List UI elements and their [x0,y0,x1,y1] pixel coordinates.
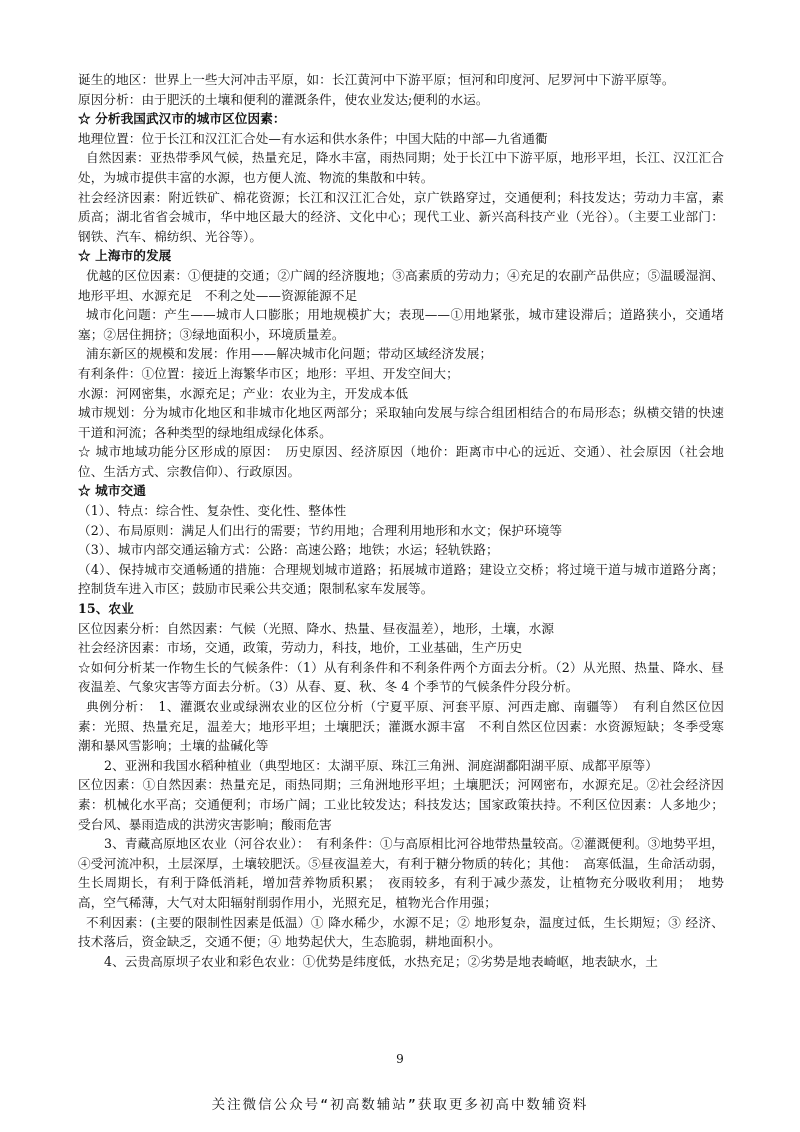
text-paragraph: （3）、城市内部交通运输方式：公路：高速公路；地铁；水运；轻轨铁路； [78,542,499,558]
footer-note: 关注微信公众号“初高数辅站”获取更多初高中数辅资料 [211,1097,589,1113]
text-paragraph: 优越的区位因素：①便捷的交通；②广阔的经济腹地；③高素质的劳动力；④充足的农副产品供应；⑤温暖湿润、地形平坦、水源充足 不利之处——资源能源不足 [78,267,724,303]
text-paragraph: 2、亚洲和我国水稻种植业（典型地区：太湖平原、珠江三角洲、洞庭湖鄱阳湖平原、成都平原等） [104,757,658,773]
text-paragraph: 4、云贵高原坝子农业和彩色农业：①优势是纬度低，水热充足；②劣势是地表崎岖，地表缺水，土 [104,953,658,969]
text-paragraph: 区位因素分析：自然因素：气候（光照、降水、热量、昼夜温差），地形，土壤，水源 [78,620,555,636]
text-paragraph: 城市化问题：产生——城市人口膨胀；用地规模扩大；表现——①用地紧张，城市建设滞后；道路狭小，交通堵塞；②居住拥挤；③绿地面积小，环境质量差。 [78,307,724,342]
text-paragraph: （2）、布局原则：满足人们出行的需要；节约用地；合理利用地形和水文；保护环境等 [78,522,563,538]
document-body [78,70,724,971]
text-paragraph: 社会经济因素：附近铁矿、棉花资源；长江和汉江汇合处，京广铁路穿过，交通便利；科技发达；劳动力丰富，素质高；湖北省省会城市，华中地区最大的经济、文化中心；现代工业、新兴高科技产业（光谷）。（主要工业部门：钢铁、汽车、棉纺织、光谷等）。 [78,189,724,244]
page-number: 9 [396,1052,404,1066]
text-paragraph: 15、农业 [78,601,134,617]
text-paragraph: 原因分析：由于肥沃的土壤和便利的灌溉条件，使农业发达;便利的水运。 [78,91,489,107]
text-paragraph: ☆ 分析我国武汉市的城市区位因素： [78,111,286,127]
text-paragraph: ☆如何分析某一作物生长的气候条件：（1）从有利条件和不利条件两个方面去分析。（2）从光照、热量、降水、昼夜温差、气象灾害等方面去分析。（3）从春、夏、秋、冬 4 个季节的气候条件分段分析。 [78,659,724,695]
text-paragraph: ☆ 城市地域功能分区形成的原因： 历史原因、经济原因（地价：距离市中心的远近、交通）、社会原因（社会地位、生活方式、宗教信仰）、行政原因。 [78,444,724,479]
text-paragraph: 3、青藏高原地区农业（河谷农业）： 有利条件：①与高原相比河谷地带热量较高。②灌溉便利。③地势平坦，④受河流冲积，土层深厚，土壤较肥沃。⑤昼夜温差大，有利于糖分物质的转化；其他： 高寒低温，生命活动弱，生长周期长，有利于降低消耗，增加营养物质积累； 夜雨较多，有利于减少蒸发，让植物充分吸收利用； 地势高，空气稀薄，大气对太阳辐射削弱作用小，光照充足，植物光合作用强； [78,836,724,910]
text-paragraph: 浦东新区的规模和发展：作用——解决城市化问题；带动区域经济发展； [86,346,493,362]
text-paragraph: 有利条件：①位置：接近上海繁华市区；地形：平坦、开发空间大； [78,365,459,381]
text-paragraph: 不利因素：(主要的限制性因素是低温）① 降水稀少，水源不足；② 地形复杂，温度过低，生长期短；③ 经济、技术落后，资金缺乏，交通不便；④ 地势起伏大，生态脆弱，耕地面积小。 [78,914,724,950]
text-paragraph: （1）、特点：综合性、复杂性、变化性、整体性 [78,503,347,519]
text-paragraph: 自然因素：亚热带季风气候，热量充足，降水丰富，雨热同期；处于长江中下游平原，地形平坦，长江、汉江汇合处，为城市提供丰富的水源，也方便人流、物流的集散和中转。 [78,150,724,185]
text-paragraph: 诞生的地区：世界上一些大河冲击平原，如：长江黄河中下游平原；恒河和印度河、尼罗河中下游平原等。 [78,72,675,87]
text-paragraph: （4）、保持城市交通畅通的措施：合理规划城市道路；拓展城市道路；建设立交桥；将过境干道与城市道路分离；控制货车进入市区；鼓励市民乘公共交通；限制私家车发展等。 [78,561,724,597]
text-paragraph: 城市规划：分为城市化地区和非城市化地区两部分；采取轴向发展与综合组团相结合的布局形态；纵横交错的快速干道和河流；各种类型的绿地组成绿化体系。 [78,405,724,440]
text-paragraph: 典例分析： 1、灌溉农业或绿洲农业的区位分析（宁夏平原、河套平原、河西走廊、南疆等） 有利自然区位因素：光照、热量充足，温差大；地形平坦；土壤肥沃；灌溉水源丰富 不利自然区位因素：水资源短缺；冬季受寒潮和暴风雪影响；土壤的盐碱化等 [78,699,724,754]
text-paragraph: 地理位置：位于长江和汉江汇合处—有水运和供水条件；中国大陆的中部—九省通衢 [78,130,548,146]
text-paragraph: 社会经济因素：市场，交通，政策，劳动力，科技，地价，工业基础，生产历史 [78,640,523,656]
text-paragraph: ☆ 城市交通 [78,483,146,499]
text-paragraph: 区位因素：①自然因素：热量充足，雨热同期；三角洲地形平坦；土壤肥沃；河网密布，水源充足。②社会经济因素：机械化水平高；交通便利；市场广阔；工业比较发达；科技发达；国家政策扶持。不利区位因素：人多地少；受台风、暴雨造成的洪涝灾害影响；酸雨危害 [78,777,724,832]
text-paragraph: ☆ 上海市的发展 [78,248,172,264]
text-paragraph: 水源：河网密集，水源充足；产业：农业为主，开发成本低 [78,385,409,401]
